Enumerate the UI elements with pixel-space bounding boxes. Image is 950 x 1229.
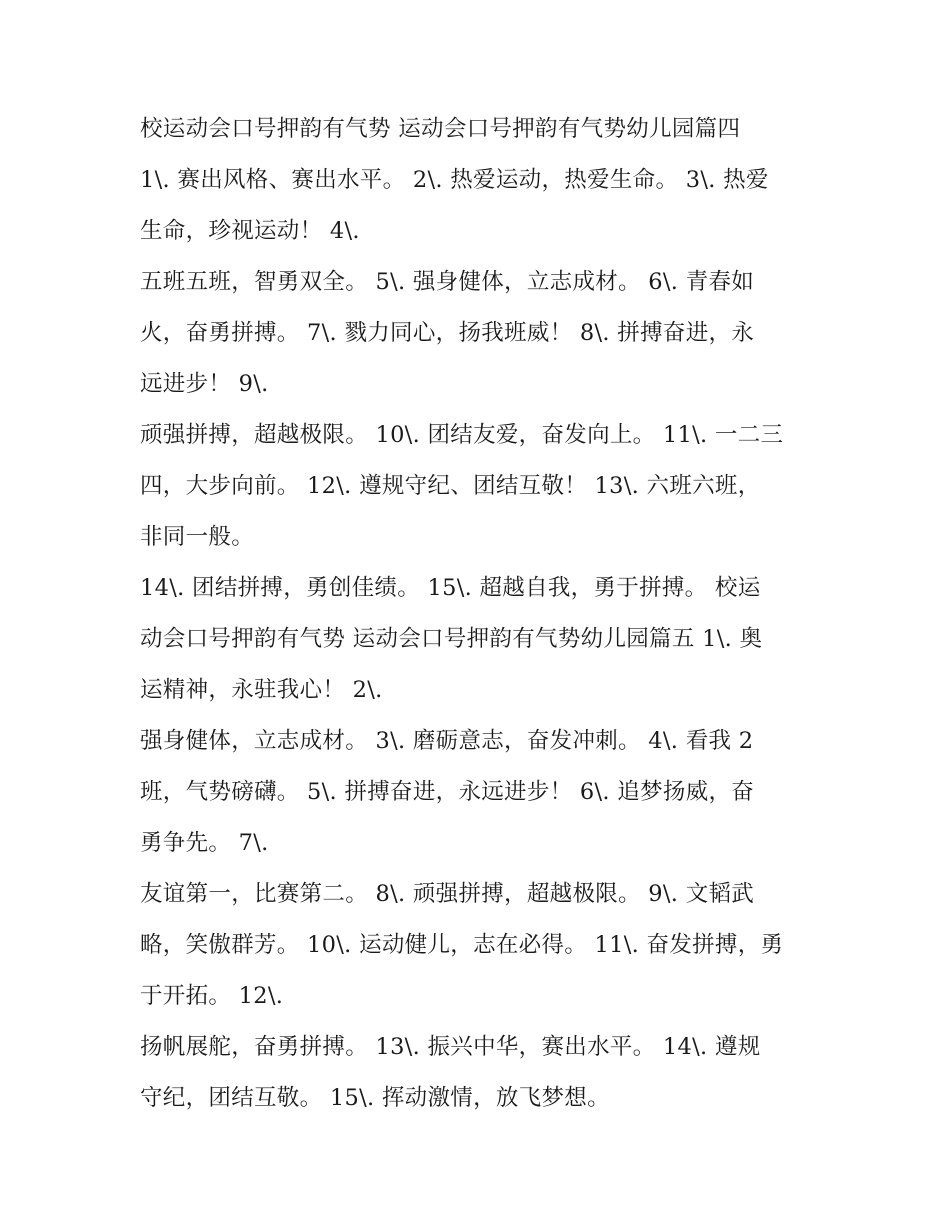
text-line: 远进步！ 9\. bbox=[140, 371, 269, 397]
text-line: 班，气势磅礴。 5\. 拼搏奋进，永远进步！ 6\. 追梦扬威，奋 bbox=[140, 779, 755, 805]
text-line: 火，奋勇拼搏。 7\. 戮力同心，扬我班威！ 8\. 拼搏奋进，永 bbox=[140, 320, 755, 346]
text-line: 扬帆展舵，奋勇拼搏。 13\. 振兴中华，赛出水平。 14\. 遵规 bbox=[140, 1034, 761, 1060]
document-body bbox=[140, 104, 820, 1124]
text-line: 友谊第一，比赛第二。 8\. 顽强拼搏，超越极限。 9\. 文韬武 bbox=[140, 881, 755, 907]
text-line: 勇争先。 7\. bbox=[140, 830, 269, 856]
text-line: 生命，珍视运动！ 4\. bbox=[140, 218, 360, 244]
text-line: 强身健体，立志成材。 3\. 磨砺意志，奋发冲刺。 4\. 看我 2 bbox=[140, 728, 754, 754]
text-line: 校运动会口号押韵有气势 运动会口号押韵有气势幼儿园篇四 bbox=[140, 116, 741, 142]
text-line: 守纪，团结互敬。 15\. 挥动激情，放飞梦想。 bbox=[140, 1085, 610, 1111]
text-line: 略，笑傲群芳。 10\. 运动健儿，志在必得。 11\. 奋发拼搏，勇 bbox=[140, 932, 784, 958]
text-line: 1\. 赛出风格、赛出水平。 2\. 热爱运动，热爱生命。 3\. 热爱 bbox=[140, 167, 769, 193]
text-line: 动会口号押韵有气势 运动会口号押韵有气势幼儿园篇五 1\. 奥 bbox=[140, 626, 763, 652]
text-line: 顽强拼搏，超越极限。 10\. 团结友爱，奋发向上。 11\. 一二三 bbox=[140, 422, 784, 448]
text-line: 五班五班，智勇双全。 5\. 强身健体，立志成材。 6\. 青春如 bbox=[140, 269, 755, 295]
text-line: 四，大步向前。 12\. 遵规守纪、团结互敬！ 13\. 六班六班， bbox=[140, 473, 761, 499]
text-line: 14\. 团结拼搏，勇创佳绩。 15\. 超越自我，勇于拼搏。 校运 bbox=[140, 575, 761, 601]
text-line: 于开拓。 12\. bbox=[140, 983, 284, 1009]
text-line: 非同一般。 bbox=[140, 524, 255, 550]
text-line: 运精神，永驻我心！ 2\. bbox=[140, 677, 383, 703]
